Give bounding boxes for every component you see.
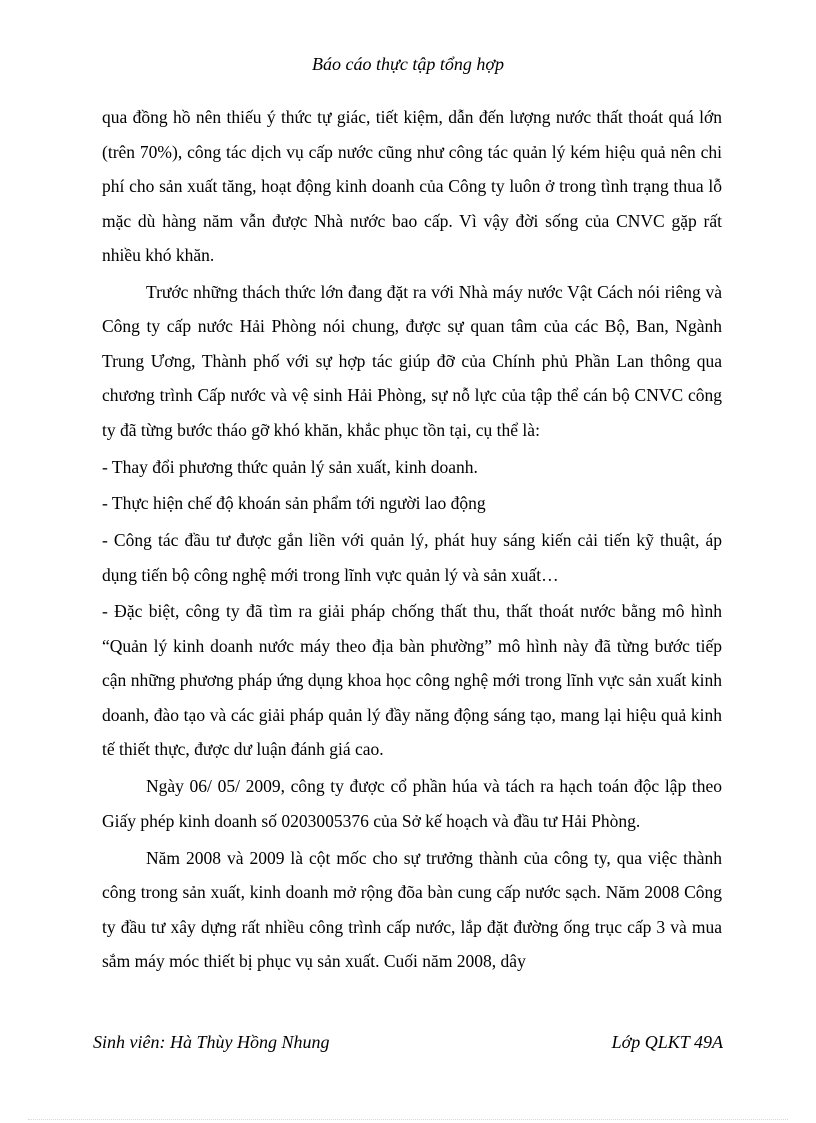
page-bottom-divider bbox=[28, 1119, 788, 1120]
paragraph-challenges: Trước những thách thức lớn đang đặt ra với Nhà máy nước Vật Cách nói riêng và Công ty cấp nước Hải Phòng nói chung, được sự quan tâm của các Bộ, Ban, Ngành Trung Ương, Thành phố với sự hợp tác giúp đỡ của Chính phủ Phần Lan thông qua chương trình Cấp nước và vệ sinh Hải Phòng, sự nỗ lực của tập thể cán bộ CNVC công ty đã từng bước tháo gỡ khó khăn, khắc phục tồn tại, cụ thể là: bbox=[102, 281, 722, 440]
document-body bbox=[102, 100, 722, 981]
list-item-contracting: - Thực hiện chế độ khoán sản phẩm tới người lao động bbox=[102, 493, 486, 514]
page-header-title: Báo cáo thực tập tổng hợp bbox=[312, 54, 504, 74]
footer-class-name: Lớp QLKT 49A bbox=[611, 1032, 723, 1052]
list-item-investment: - Công tác đầu tư được gắn liền với quản lý, phát huy sáng kiến cải tiến kỹ thuật, áp dụng tiến bộ công nghệ mới trong lĩnh vực quản lý và sản xuất… bbox=[102, 530, 722, 585]
footer-student-name: Sinh viên: Hà Thùy Hồng Nhung bbox=[93, 1032, 330, 1052]
paragraph-milestone: Năm 2008 và 2009 là cột mốc cho sự trưởng thành của công ty, qua việc thành công trong sản xuất, kinh doanh mở rộng đõa bàn cung cấp nước sạch. Năm 2008 Công ty đầu tư xây dựng rất nhiều công trình cấp nước, lắp đặt đường ống trục cấp 3 và mua sắm máy móc thiết bị phục vụ sản xuất. Cuối năm 2008, dây bbox=[102, 847, 722, 972]
list-item-special-model: - Đặc biệt, công ty đã tìm ra giải pháp chống thất thu, thất thoát nước bằng mô hình “Quản lý kinh doanh nước máy theo địa bàn phường” mô hình này đã từng bước tiếp cận những phương pháp ứng dụng khoa học công nghệ mới trong lĩnh vực sản xuất kinh doanh, đào tạo và các giải pháp quản lý đầy năng động sáng tạo, mang lại hiệu quả kinh tế thiết thực, được dư luận đánh giá cao. bbox=[102, 601, 722, 760]
paragraph-continuation: qua đồng hồ nên thiếu ý thức tự giác, tiết kiệm, dẫn đến lượng nước thất thoát quá lớn (trên 70%), công tác dịch vụ cấp nước cũng như công tác quản lý kém hiệu quả nên chi phí cho sản xuất tăng, hoạt động kinh doanh của Công ty luôn ở trong tình trạng thua lỗ mặc dù hàng năm vẫn được Nhà nước bao cấp. Vì vậy đời sống của CNVC gặp rất nhiều khó khăn. bbox=[102, 107, 722, 265]
list-item-management: - Thay đổi phương thức quản lý sản xuất, kinh doanh. bbox=[102, 456, 478, 477]
paragraph-equitization: Ngày 06/ 05/ 2009, công ty được cổ phần húa và tách ra hạch toán độc lập theo Giấy phép kinh doanh số 0203005376 của Sở kế hoạch và đầu tư Hải Phòng. bbox=[102, 776, 722, 831]
